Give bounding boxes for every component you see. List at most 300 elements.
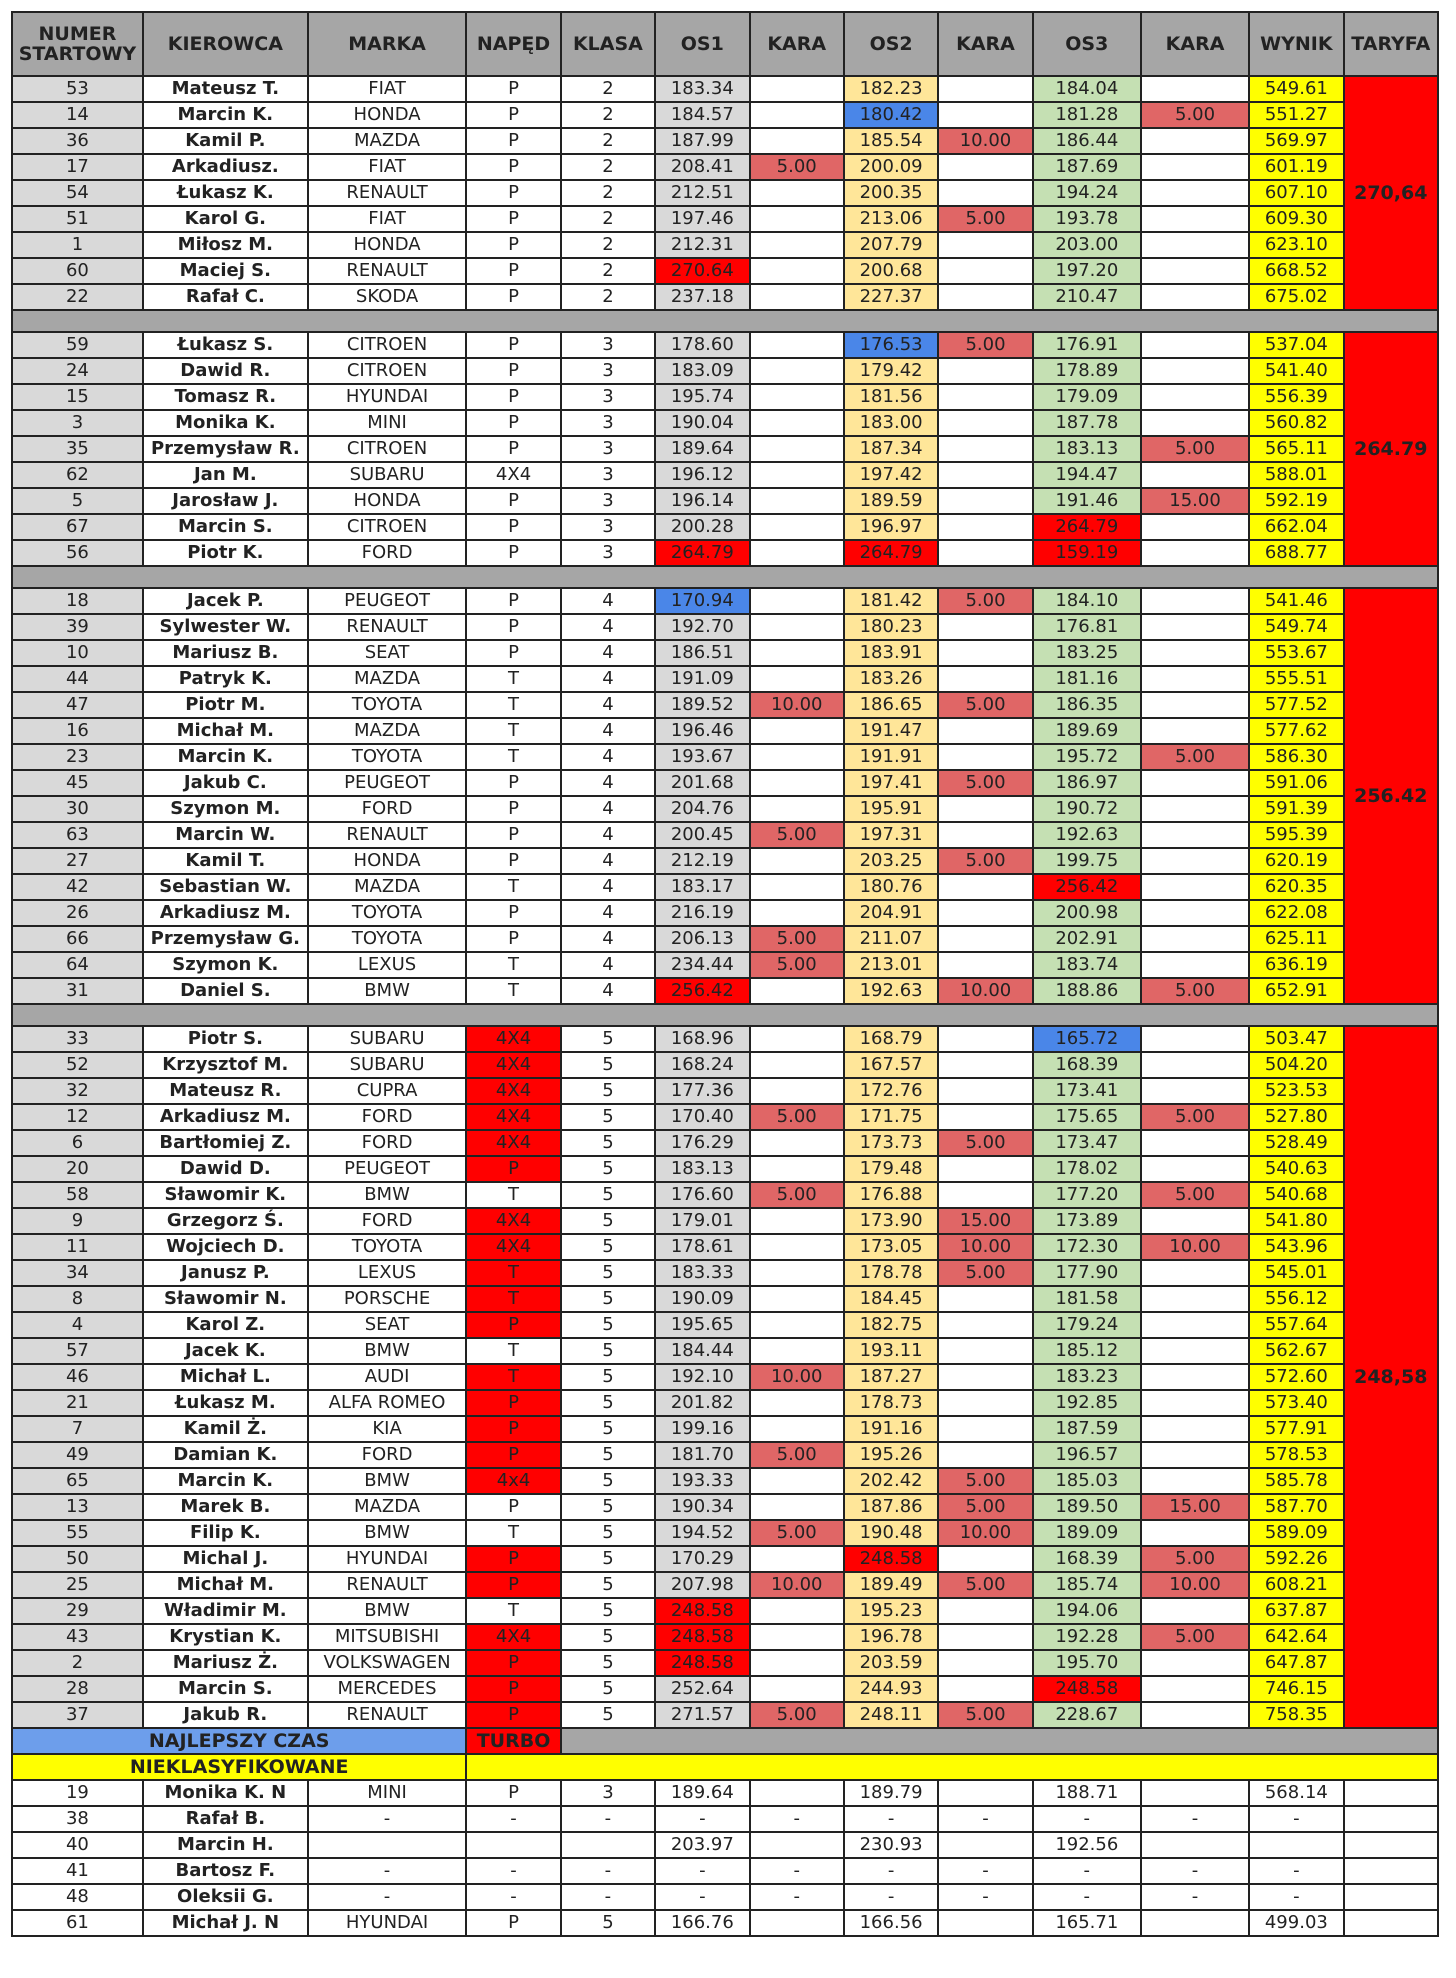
penalty-1: 10.00 xyxy=(750,692,844,718)
result-total: 560.82 xyxy=(1249,410,1343,436)
driver-name: Michał M. xyxy=(143,718,308,744)
penalty-3: 10.00 xyxy=(1141,1572,1249,1598)
table-row xyxy=(12,1494,1438,1520)
result-total: 527.80 xyxy=(1249,1104,1343,1130)
tariff-value: 248,58 xyxy=(1344,1026,1438,1728)
class-value: 5 xyxy=(561,1416,655,1442)
class-value: 5 xyxy=(561,1182,655,1208)
driver-name: Jakub C. xyxy=(143,770,308,796)
result-total: 662.04 xyxy=(1249,514,1343,540)
car-make: AUDI xyxy=(308,1364,467,1390)
separator-cell xyxy=(12,310,1438,332)
penalty-3 xyxy=(1141,128,1249,154)
penalty-3 xyxy=(1141,1598,1249,1624)
penalty-3 xyxy=(1141,640,1249,666)
class-value: 4 xyxy=(561,640,655,666)
start-number: 14 xyxy=(12,102,143,128)
penalty-1 xyxy=(750,284,844,310)
class-value: 2 xyxy=(561,180,655,206)
legend-best-time: NAJLEPSZY CZAS xyxy=(12,1728,466,1754)
separator-cell xyxy=(12,1004,1438,1026)
table-row xyxy=(12,1676,1438,1702)
os2-time: 230.93 xyxy=(844,1832,938,1858)
start-number: 51 xyxy=(12,206,143,232)
penalty-3 xyxy=(1141,874,1249,900)
car-make: BMW xyxy=(308,1520,467,1546)
class-value: 5 xyxy=(561,1234,655,1260)
os1-time: 201.82 xyxy=(655,1390,749,1416)
os3-time: 178.02 xyxy=(1033,1156,1141,1182)
table-row xyxy=(12,978,1438,1004)
os2-time: 213.06 xyxy=(844,206,938,232)
driver-name: Piotr M. xyxy=(143,692,308,718)
penalty-2 xyxy=(938,1546,1032,1572)
result-total: 668.52 xyxy=(1249,258,1343,284)
col-header-penalty3: KARA xyxy=(1141,12,1249,76)
start-number: 37 xyxy=(12,1702,143,1728)
os3-time: 178.89 xyxy=(1033,358,1141,384)
os3-time: 197.20 xyxy=(1033,258,1141,284)
table-row xyxy=(12,1702,1438,1728)
os1-time: 190.34 xyxy=(655,1494,749,1520)
start-number: 1 xyxy=(12,232,143,258)
class-value: 2 xyxy=(561,76,655,102)
drive-type: P xyxy=(466,1702,560,1728)
table-row xyxy=(12,332,1438,358)
drive-type: P xyxy=(466,1546,560,1572)
penalty-2 xyxy=(938,514,1032,540)
os3-time: 191.46 xyxy=(1033,488,1141,514)
penalty-2 xyxy=(938,926,1032,952)
table-row xyxy=(12,128,1438,154)
os1-time: 270.64 xyxy=(655,258,749,284)
table-row xyxy=(12,384,1438,410)
penalty-2: 5.00 xyxy=(938,1130,1032,1156)
penalty-1 xyxy=(750,1598,844,1624)
drive-type: P xyxy=(466,128,560,154)
os2-time: 185.54 xyxy=(844,128,938,154)
penalty-3 xyxy=(1141,180,1249,206)
os3-time: 165.71 xyxy=(1033,1910,1141,1936)
class-value: 3 xyxy=(561,1780,655,1806)
penalty-3 xyxy=(1141,1832,1249,1858)
os1-time: 194.52 xyxy=(655,1520,749,1546)
os1-time: 191.09 xyxy=(655,666,749,692)
start-number: 53 xyxy=(12,76,143,102)
os2-time: 181.56 xyxy=(844,384,938,410)
results-sheet xyxy=(11,11,1439,1937)
os1-time: 256.42 xyxy=(655,978,749,1004)
os2-time: 248.58 xyxy=(844,1546,938,1572)
class-value: 5 xyxy=(561,1052,655,1078)
os1-time: 208.41 xyxy=(655,154,749,180)
os2-time: 195.23 xyxy=(844,1598,938,1624)
os1-time: 183.17 xyxy=(655,874,749,900)
car-make: FORD xyxy=(308,1130,467,1156)
driver-name: Sylwester W. xyxy=(143,614,308,640)
penalty-3 xyxy=(1141,1468,1249,1494)
penalty-3 xyxy=(1141,1026,1249,1052)
os3-time: 185.03 xyxy=(1033,1468,1141,1494)
class-value: - xyxy=(561,1806,655,1832)
class-value: 2 xyxy=(561,206,655,232)
drive-type: P xyxy=(466,926,560,952)
car-make: MITSUBISHI xyxy=(308,1624,467,1650)
start-number: 64 xyxy=(12,952,143,978)
penalty-3: 5.00 xyxy=(1141,436,1249,462)
class-value: 4 xyxy=(561,848,655,874)
penalty-1 xyxy=(750,1156,844,1182)
table-row xyxy=(12,926,1438,952)
os1-time: 190.09 xyxy=(655,1286,749,1312)
car-make: ALFA ROMEO xyxy=(308,1390,467,1416)
penalty-2 xyxy=(938,1104,1032,1130)
os2-time: 183.00 xyxy=(844,410,938,436)
os1-time: - xyxy=(655,1806,749,1832)
driver-name: Szymon K. xyxy=(143,952,308,978)
penalty-1 xyxy=(750,358,844,384)
drive-type: P xyxy=(466,1494,560,1520)
os3-time: 192.63 xyxy=(1033,822,1141,848)
penalty-3 xyxy=(1141,1312,1249,1338)
penalty-3: 15.00 xyxy=(1141,1494,1249,1520)
start-number: 36 xyxy=(12,128,143,154)
os3-time: 188.71 xyxy=(1033,1780,1141,1806)
drive-type: P xyxy=(466,1650,560,1676)
os2-time: 207.79 xyxy=(844,232,938,258)
penalty-1: 5.00 xyxy=(750,1182,844,1208)
drive-type: P xyxy=(466,1780,560,1806)
class-value: 3 xyxy=(561,462,655,488)
start-number: 23 xyxy=(12,744,143,770)
os3-time: 184.04 xyxy=(1033,76,1141,102)
tariff-empty xyxy=(1344,1832,1438,1858)
drive-type: T xyxy=(466,1286,560,1312)
table-row xyxy=(12,1468,1438,1494)
start-number: 8 xyxy=(12,1286,143,1312)
start-number: 35 xyxy=(12,436,143,462)
class-value: 3 xyxy=(561,410,655,436)
start-number: 50 xyxy=(12,1546,143,1572)
table-row xyxy=(12,1910,1438,1936)
penalty-1 xyxy=(750,76,844,102)
os2-time: 179.48 xyxy=(844,1156,938,1182)
os3-time: 228.67 xyxy=(1033,1702,1141,1728)
result-total: 557.64 xyxy=(1249,1312,1343,1338)
car-make: TOYOTA xyxy=(308,900,467,926)
penalty-3 xyxy=(1141,384,1249,410)
tariff-value: 264.79 xyxy=(1344,332,1438,566)
penalty-1: 5.00 xyxy=(750,1702,844,1728)
class-value: 5 xyxy=(561,1598,655,1624)
os1-time: 187.99 xyxy=(655,128,749,154)
car-make: - xyxy=(308,1806,467,1832)
os2-time: 167.57 xyxy=(844,1052,938,1078)
driver-name: Monika K. N xyxy=(143,1780,308,1806)
drive-type: 4X4 xyxy=(466,1130,560,1156)
os1-time: 168.24 xyxy=(655,1052,749,1078)
drive-type: T xyxy=(466,666,560,692)
driver-name: Sławomir N. xyxy=(143,1286,308,1312)
col-header-nr: NUMER STARTOWY xyxy=(12,12,143,76)
drive-type: T xyxy=(466,1260,560,1286)
table-row xyxy=(12,1806,1438,1832)
drive-type: P xyxy=(466,284,560,310)
class-value: 3 xyxy=(561,436,655,462)
start-number: 32 xyxy=(12,1078,143,1104)
driver-name: Szymon M. xyxy=(143,796,308,822)
car-make: MINI xyxy=(308,1780,467,1806)
start-number: 55 xyxy=(12,1520,143,1546)
os1-time: 197.46 xyxy=(655,206,749,232)
car-make: SUBARU xyxy=(308,462,467,488)
os2-time: 173.05 xyxy=(844,1234,938,1260)
os2-time: 182.75 xyxy=(844,1312,938,1338)
penalty-2 xyxy=(938,540,1032,566)
penalty-3 xyxy=(1141,1338,1249,1364)
car-make: LEXUS xyxy=(308,952,467,978)
tariff-value: 270,64 xyxy=(1344,76,1438,310)
penalty-3 xyxy=(1141,900,1249,926)
penalty-1 xyxy=(750,1494,844,1520)
penalty-2: 5.00 xyxy=(938,770,1032,796)
penalty-3: 5.00 xyxy=(1141,744,1249,770)
car-make: FORD xyxy=(308,540,467,566)
os3-time: 199.75 xyxy=(1033,848,1141,874)
class-value: 2 xyxy=(561,128,655,154)
penalty-3 xyxy=(1141,1780,1249,1806)
os3-time: 177.90 xyxy=(1033,1260,1141,1286)
penalty-3 xyxy=(1141,692,1249,718)
penalty-2 xyxy=(938,1442,1032,1468)
os3-time: 203.00 xyxy=(1033,232,1141,258)
penalty-2 xyxy=(938,436,1032,462)
start-number: 3 xyxy=(12,410,143,436)
table-row xyxy=(12,76,1438,102)
car-make xyxy=(308,1832,467,1858)
drive-type: T xyxy=(466,874,560,900)
driver-name: Marek B. xyxy=(143,1494,308,1520)
result-total: 601.19 xyxy=(1249,154,1343,180)
result-total: 573.40 xyxy=(1249,1390,1343,1416)
os1-time: 179.01 xyxy=(655,1208,749,1234)
penalty-3: 5.00 xyxy=(1141,1624,1249,1650)
driver-name: Przemysław R. xyxy=(143,436,308,462)
penalty-2: 5.00 xyxy=(938,1468,1032,1494)
penalty-1 xyxy=(750,1416,844,1442)
drive-type: 4x4 xyxy=(466,1468,560,1494)
table-row xyxy=(12,1260,1438,1286)
result-total: 556.12 xyxy=(1249,1286,1343,1312)
result-total: 545.01 xyxy=(1249,1260,1343,1286)
car-make: VOLKSWAGEN xyxy=(308,1650,467,1676)
drive-type: 4X4 xyxy=(466,1208,560,1234)
os1-time: 190.04 xyxy=(655,410,749,436)
os3-time: 185.12 xyxy=(1033,1338,1141,1364)
class-value: 5 xyxy=(561,1026,655,1052)
result-total: 746.15 xyxy=(1249,1676,1343,1702)
os1-time: 168.96 xyxy=(655,1026,749,1052)
penalty-2: - xyxy=(938,1884,1032,1910)
drive-type: P xyxy=(466,358,560,384)
driver-name: Filip K. xyxy=(143,1520,308,1546)
penalty-1 xyxy=(750,770,844,796)
os1-time: 201.68 xyxy=(655,770,749,796)
table-row xyxy=(12,1078,1438,1104)
penalty-1 xyxy=(750,1208,844,1234)
os2-time: 192.63 xyxy=(844,978,938,1004)
table-row xyxy=(12,1624,1438,1650)
penalty-2 xyxy=(938,1910,1032,1936)
col-header-penalty1: KARA xyxy=(750,12,844,76)
penalty-3: 5.00 xyxy=(1141,102,1249,128)
penalty-1 xyxy=(750,384,844,410)
penalty-2 xyxy=(938,1390,1032,1416)
table-row xyxy=(12,1572,1438,1598)
os2-time: 182.23 xyxy=(844,76,938,102)
penalty-1: 10.00 xyxy=(750,1572,844,1598)
penalty-2: 5.00 xyxy=(938,588,1032,614)
penalty-1 xyxy=(750,666,844,692)
class-value xyxy=(561,1832,655,1858)
os3-time: 248.58 xyxy=(1033,1676,1141,1702)
driver-name: Marcin K. xyxy=(143,102,308,128)
penalty-2: 10.00 xyxy=(938,1520,1032,1546)
penalty-1 xyxy=(750,1650,844,1676)
os1-time: 237.18 xyxy=(655,284,749,310)
drive-type: P xyxy=(466,640,560,666)
penalty-3: - xyxy=(1141,1884,1249,1910)
start-number: 11 xyxy=(12,1234,143,1260)
unclassified-header-row xyxy=(12,1754,1438,1780)
os2-time: 179.42 xyxy=(844,358,938,384)
table-row xyxy=(12,952,1438,978)
penalty-3 xyxy=(1141,1442,1249,1468)
os2-time: 172.76 xyxy=(844,1078,938,1104)
tariff-empty xyxy=(1344,1884,1438,1910)
driver-name: Sebastian W. xyxy=(143,874,308,900)
penalty-3 xyxy=(1141,332,1249,358)
start-number: 57 xyxy=(12,1338,143,1364)
os2-time: 202.42 xyxy=(844,1468,938,1494)
os3-time: 173.41 xyxy=(1033,1078,1141,1104)
car-make: PEUGEOT xyxy=(308,588,467,614)
class-value: 3 xyxy=(561,514,655,540)
class-value: 4 xyxy=(561,614,655,640)
os2-time: 211.07 xyxy=(844,926,938,952)
class-value: 2 xyxy=(561,258,655,284)
class-value: 5 xyxy=(561,1130,655,1156)
driver-name: Sławomir K. xyxy=(143,1182,308,1208)
penalty-3 xyxy=(1141,1364,1249,1390)
class-value: 5 xyxy=(561,1676,655,1702)
os3-time: 194.24 xyxy=(1033,180,1141,206)
os2-time: 191.16 xyxy=(844,1416,938,1442)
driver-name: Marcin S. xyxy=(143,1676,308,1702)
os1-time: 176.60 xyxy=(655,1182,749,1208)
penalty-1 xyxy=(750,1338,844,1364)
drive-type: T xyxy=(466,978,560,1004)
driver-name: Marcin W. xyxy=(143,822,308,848)
penalty-3 xyxy=(1141,1702,1249,1728)
penalty-2 xyxy=(938,822,1032,848)
driver-name: Bartosz F. xyxy=(143,1858,308,1884)
drive-type: P xyxy=(466,384,560,410)
start-number: 65 xyxy=(12,1468,143,1494)
penalty-1 xyxy=(750,1390,844,1416)
start-number: 5 xyxy=(12,488,143,514)
driver-name: Krzysztof M. xyxy=(143,1052,308,1078)
os2-time: 173.90 xyxy=(844,1208,938,1234)
penalty-1 xyxy=(750,1052,844,1078)
os2-time: 193.11 xyxy=(844,1338,938,1364)
driver-name: Łukasz M. xyxy=(143,1390,308,1416)
result-total: 675.02 xyxy=(1249,284,1343,310)
os1-time: 252.64 xyxy=(655,1676,749,1702)
result-total: 592.19 xyxy=(1249,488,1343,514)
penalty-1 xyxy=(750,900,844,926)
os1-time: 195.65 xyxy=(655,1312,749,1338)
header-row xyxy=(12,12,1438,76)
os3-time: 189.50 xyxy=(1033,1494,1141,1520)
table-row xyxy=(12,258,1438,284)
penalty-1 xyxy=(750,206,844,232)
start-number: 43 xyxy=(12,1624,143,1650)
class-value: 4 xyxy=(561,926,655,952)
driver-name: Arkadiusz. xyxy=(143,154,308,180)
penalty-2 xyxy=(938,1832,1032,1858)
penalty-3: 10.00 xyxy=(1141,1234,1249,1260)
drive-type: P xyxy=(466,1416,560,1442)
car-make: RENAULT xyxy=(308,180,467,206)
os2-time: 197.41 xyxy=(844,770,938,796)
penalty-2 xyxy=(938,1312,1032,1338)
penalty-2 xyxy=(938,1624,1032,1650)
group-separator xyxy=(12,566,1438,588)
car-make: HYUNDAI xyxy=(308,1546,467,1572)
os3-time: - xyxy=(1033,1884,1141,1910)
table-row xyxy=(12,410,1438,436)
result-total: 591.06 xyxy=(1249,770,1343,796)
driver-name: Marcin K. xyxy=(143,1468,308,1494)
os2-time: 166.56 xyxy=(844,1910,938,1936)
penalty-3 xyxy=(1141,926,1249,952)
table-row xyxy=(12,718,1438,744)
penalty-2 xyxy=(938,1156,1032,1182)
penalty-3 xyxy=(1141,1052,1249,1078)
os2-time: 190.48 xyxy=(844,1520,938,1546)
os2-time: 227.37 xyxy=(844,284,938,310)
driver-name: Rafał B. xyxy=(143,1806,308,1832)
table-row xyxy=(12,436,1438,462)
car-make: BMW xyxy=(308,1182,467,1208)
penalty-3 xyxy=(1141,770,1249,796)
penalty-2 xyxy=(938,614,1032,640)
os2-time: 171.75 xyxy=(844,1104,938,1130)
class-value: 5 xyxy=(561,1312,655,1338)
penalty-2: 5.00 xyxy=(938,1572,1032,1598)
result-total: 620.35 xyxy=(1249,874,1343,900)
penalty-2: 5.00 xyxy=(938,1702,1032,1728)
penalty-1 xyxy=(750,258,844,284)
start-number: 39 xyxy=(12,614,143,640)
os1-time: 248.58 xyxy=(655,1624,749,1650)
os3-time: 168.39 xyxy=(1033,1052,1141,1078)
os1-time: 271.57 xyxy=(655,1702,749,1728)
driver-name: Miłosz M. xyxy=(143,232,308,258)
car-make: HYUNDAI xyxy=(308,1910,467,1936)
penalty-2 xyxy=(938,796,1032,822)
